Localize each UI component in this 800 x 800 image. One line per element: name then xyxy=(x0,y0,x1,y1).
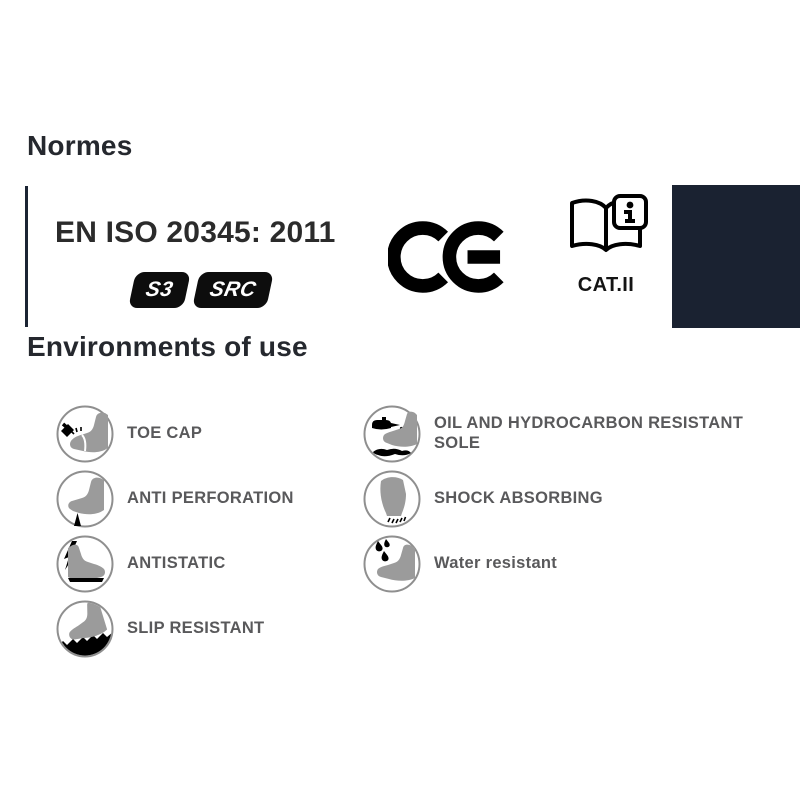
slip-resistant-icon xyxy=(55,599,115,659)
feature-item xyxy=(362,469,782,529)
ce-mark-icon xyxy=(388,211,510,303)
section-accent-bar xyxy=(25,186,28,327)
feature-item xyxy=(362,534,782,594)
feature-label: ANTISTATIC xyxy=(127,554,226,573)
feature-item xyxy=(55,599,355,659)
category-label: CAT.II xyxy=(577,274,635,296)
src-badge: SRC xyxy=(192,272,273,308)
water-resistant-icon xyxy=(362,534,422,594)
toe-cap-icon xyxy=(55,404,115,464)
anti-perforation-icon xyxy=(55,469,115,529)
features-column-right xyxy=(362,404,782,599)
feature-item xyxy=(55,469,355,529)
standard-number: EN ISO 20345: 2011 xyxy=(55,216,336,249)
s3-badge: S3 xyxy=(128,272,190,308)
feature-label: Water resistant xyxy=(434,554,558,573)
safety-class-badges xyxy=(132,272,270,308)
feature-label: ANTI PERFORATION xyxy=(127,489,294,508)
feature-item xyxy=(55,404,355,464)
feature-label: SLIP RESISTANT xyxy=(127,619,265,638)
feature-label: TOE CAP xyxy=(127,424,203,443)
features-column-left xyxy=(55,404,355,664)
oil-resistant-icon xyxy=(362,404,422,464)
feature-label: OIL AND HYDROCARBON RESISTANT SOLE xyxy=(434,414,744,452)
instruction-manual-block xyxy=(558,192,654,297)
instruction-manual-icon xyxy=(559,192,653,270)
shock-absorbing-icon xyxy=(362,469,422,529)
normes-section-title: Normes xyxy=(27,130,133,161)
feature-item xyxy=(55,534,355,594)
feature-label: SHOCK ABSORBING xyxy=(434,489,603,508)
feature-item xyxy=(362,404,782,464)
antistatic-icon xyxy=(55,534,115,594)
color-swatch-panel xyxy=(672,185,800,328)
environments-section-title: Environments of use xyxy=(27,331,308,362)
